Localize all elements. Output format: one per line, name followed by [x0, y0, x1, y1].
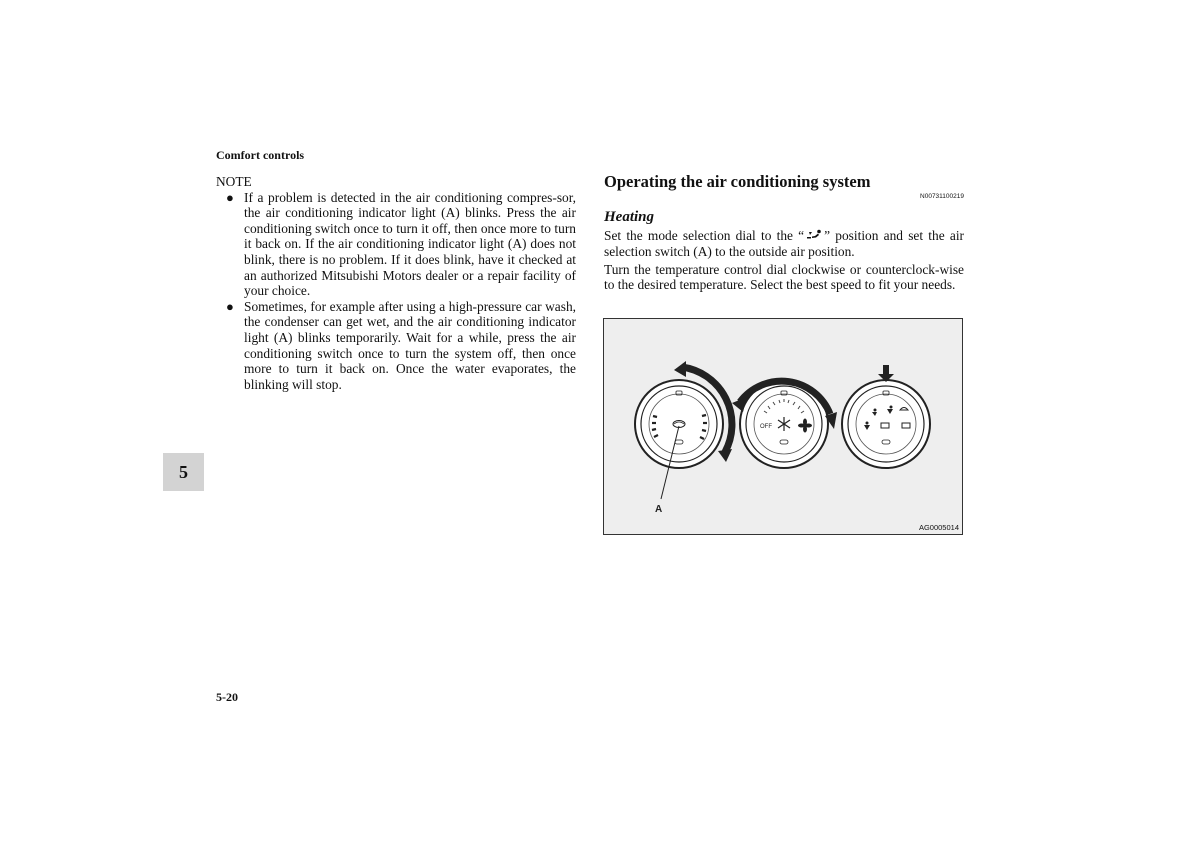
note-label: NOTE — [216, 174, 252, 189]
mode-foot-icon — [804, 229, 824, 241]
paragraph-2: Turn the temperature control dial clockwise or counterclock-wise to the desired temperature. Select the best speed to fit your needs. — [604, 261, 964, 293]
figure-code: AG0005014 — [918, 523, 959, 532]
paragraph-1-end: ” position and set the air selection switch (A) to the outside air position. — [604, 228, 964, 259]
doc-code: N00731100219 — [920, 193, 964, 200]
page-number: 5-20 — [216, 690, 238, 704]
article — [604, 172, 964, 293]
article-title: Operating the air conditioning system — [604, 172, 871, 191]
callout-label: A — [655, 504, 663, 515]
article-subtitle: Heating — [604, 209, 655, 225]
note-item — [216, 190, 576, 299]
temperature-dial[interactable] — [635, 361, 732, 468]
note-block — [216, 174, 576, 392]
mode-selection-dial[interactable] — [842, 365, 930, 468]
off-label: OFF — [760, 424, 772, 430]
ac-control-figure — [603, 318, 963, 535]
paragraph-1 — [604, 228, 964, 260]
paragraph-1-start: Set the mode selection dial to the “ — [604, 228, 805, 243]
fan-speed-dial[interactable] — [732, 380, 837, 468]
bullet-icon: ● — [226, 189, 234, 205]
ac-dials-illustration — [604, 319, 962, 534]
note-item — [216, 299, 576, 393]
note-item-text: If a problem is detected in the air conditioning compres-sor, the air conditioning indicator light (A) blinks. Press the air conditioning switch once to turn it off, then once more to turn it back on. If the air conditioning indicator light (A) does not blink, there is no problem. If it does blink, have it checked at an authorized Mitsubishi Motors dealer or a repair facility of your choice. — [244, 189, 576, 299]
bullet-icon: ● — [226, 298, 234, 314]
note-item-text: Sometimes, for example after using a high-pressure car wash, the condenser can get wet, and the air conditioning indicator light (A) blinks temporarily. Wait for a while, press the air conditioning switch once to turn the system off, then once more to turn it back on. Once the water evaporates, the blinking will stop. — [244, 298, 576, 392]
down-arrow-icon — [883, 365, 889, 375]
section-header: Comfort controls — [216, 148, 305, 162]
chapter-tab: 5 — [163, 453, 204, 491]
